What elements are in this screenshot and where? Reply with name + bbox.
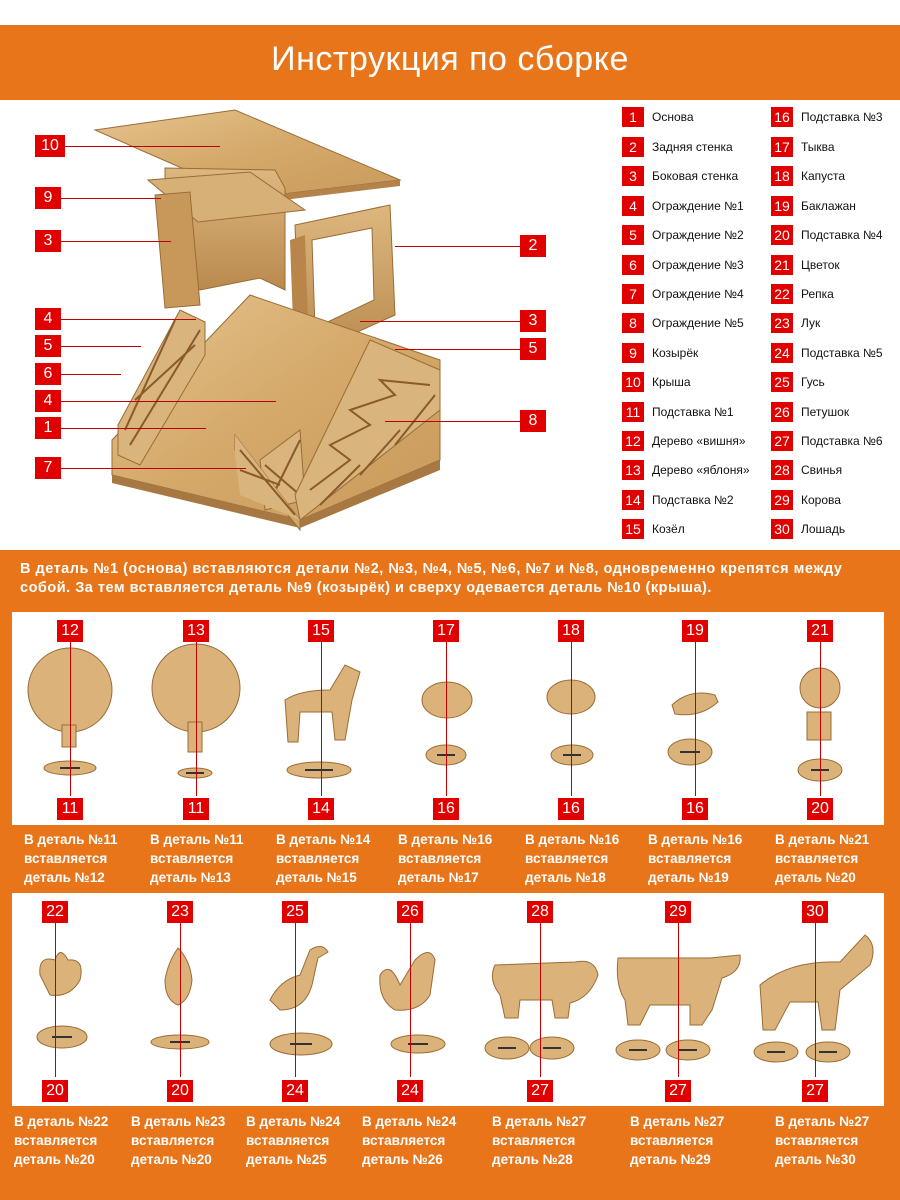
legend-label: Подставка №3: [801, 110, 883, 124]
figure-caption: В деталь №14 вставляется деталь №15: [276, 832, 371, 885]
legend-label: Крыша: [652, 375, 691, 389]
stand-tag: 11: [183, 798, 209, 820]
figure-caption: В деталь №22 вставляется деталь №20: [14, 1114, 109, 1167]
legend-num: 13: [622, 460, 644, 480]
legend-num: 16: [771, 107, 793, 127]
legend-label: Козёл: [652, 522, 685, 536]
callout-5-right: 5: [520, 338, 546, 360]
goose-figure: [270, 946, 328, 1010]
legend-num: 22: [771, 284, 793, 304]
legend-num: 7: [622, 284, 644, 304]
connector-line: [446, 641, 447, 796]
figure-caption: В деталь №27 вставляется деталь №29: [630, 1114, 725, 1167]
legend-label: Задняя стенка: [652, 140, 733, 154]
rooster-figure: [380, 953, 435, 1011]
connector-line: [571, 641, 572, 796]
legend-num: 27: [771, 431, 793, 451]
legend-label: Дерево «вишня»: [652, 434, 746, 448]
legend-num: 2: [622, 137, 644, 157]
figure-caption: В деталь №16 вставляется деталь №19: [648, 832, 743, 885]
connector-line: [55, 922, 56, 1077]
figure-tag: 15: [308, 620, 334, 642]
stand-tag: 20: [807, 798, 833, 820]
legend-num: 15: [622, 519, 644, 539]
callout-6: 6: [35, 363, 61, 385]
callout-7: 7: [35, 457, 61, 479]
figure-tag: 18: [558, 620, 584, 642]
legend-label: Баклажан: [801, 199, 856, 213]
callout-4-upper: 4: [35, 308, 61, 330]
legend-num: 1: [622, 107, 644, 127]
assembly-instruction-text: В деталь №1 (основа) вставляются детали №2, №3, №4, №5, №6, №7 и №8, одновременно крепятся между собой. За тем вставляется деталь №9 (козырёк) и сверху одевается деталь №10 (крыша).: [20, 561, 843, 596]
figure-tag: 13: [183, 620, 209, 642]
legend-label: Основа: [652, 110, 694, 124]
callout-5-left: 5: [35, 335, 61, 357]
callout-1: 1: [35, 417, 61, 439]
stand-tag: 24: [397, 1080, 423, 1102]
connector-line: [196, 641, 197, 796]
figure-tag: 21: [807, 620, 833, 642]
callout-2: 2: [520, 235, 546, 257]
legend-label: Ограждение №4: [652, 287, 744, 301]
stand-tag: 27: [665, 1080, 691, 1102]
legend-num: 19: [771, 196, 793, 216]
callout-4-lower: 4: [35, 390, 61, 412]
legend-label: Гусь: [801, 375, 825, 389]
page-title: Инструкция по сборке: [271, 40, 629, 78]
figure-caption: В деталь №16 вставляется деталь №17: [398, 832, 493, 885]
legend-label: Лошадь: [801, 522, 846, 536]
figure-caption: В деталь №24 вставляется деталь №25: [246, 1114, 341, 1167]
legend-label: Подставка №1: [652, 405, 734, 419]
figure-caption: В деталь №21 вставляется деталь №20: [775, 832, 870, 885]
stand-tag: 16: [433, 798, 459, 820]
figure-tag: 17: [433, 620, 459, 642]
legend-label: Боковая стенка: [652, 169, 739, 183]
legend-num: 3: [622, 166, 644, 186]
figure-tag: 25: [282, 901, 308, 923]
legend-num: 29: [771, 490, 793, 510]
legend-num: 9: [622, 343, 644, 363]
legend-num: 30: [771, 519, 793, 539]
legend-label: Свинья: [801, 463, 843, 477]
connector-line: [321, 641, 322, 796]
figure-caption: В деталь №27 вставляется деталь №30: [775, 1114, 870, 1167]
pumpkin-figure: [422, 682, 472, 718]
connector-line: [695, 641, 696, 796]
legend-label: Тыква: [801, 140, 835, 154]
legend-num: 6: [622, 255, 644, 275]
connector-line: [678, 922, 679, 1077]
connector-line: [820, 641, 821, 796]
pig-figure: [492, 961, 598, 1018]
legend-label: Подставка №2: [652, 493, 734, 507]
turnip-figure: [40, 953, 81, 996]
figure-tag: 19: [682, 620, 708, 642]
legend-label: Ограждение №5: [652, 316, 744, 330]
connector-line: [410, 922, 411, 1077]
stand-tag: 20: [42, 1080, 68, 1102]
legend-num: 23: [771, 313, 793, 333]
stand-tag: 20: [167, 1080, 193, 1102]
legend-label: Репка: [801, 287, 834, 301]
legend-num: 12: [622, 431, 644, 451]
connector-line: [180, 922, 181, 1077]
legend-label: Ограждение №3: [652, 258, 744, 272]
callout-9: 9: [35, 187, 61, 209]
legend-label: Подставка №4: [801, 228, 883, 242]
figure-tag: 26: [397, 901, 423, 923]
figure-tag: 28: [527, 901, 553, 923]
stand-tag: 16: [682, 798, 708, 820]
legend-num: 17: [771, 137, 793, 157]
legend-num: 20: [771, 225, 793, 245]
legend-num: 14: [622, 490, 644, 510]
legend-label: Капуста: [801, 169, 846, 183]
legend-num: 11: [622, 402, 644, 422]
stand-tag: 24: [282, 1080, 308, 1102]
onion-figure: [165, 948, 192, 1005]
figure-tag: 12: [57, 620, 83, 642]
legend-label: Подставка №6: [801, 434, 883, 448]
figure-caption: В деталь №24 вставляется деталь №26: [362, 1114, 457, 1167]
figure-caption: В деталь №16 вставляется деталь №18: [525, 832, 620, 885]
legend-label: Дерево «яблоня»: [652, 463, 750, 477]
connector-line: [540, 922, 541, 1077]
legend-label: Корова: [801, 493, 841, 507]
legend-num: 10: [622, 372, 644, 392]
connector-line: [815, 922, 816, 1077]
callout-3-left: 3: [35, 230, 61, 252]
stand-tag: 27: [527, 1080, 553, 1102]
legend-num: 25: [771, 372, 793, 392]
connector-line: [295, 922, 296, 1077]
legend-num: 28: [771, 460, 793, 480]
figure-tag: 30: [802, 901, 828, 923]
legend-num: 4: [622, 196, 644, 216]
callout-10: 10: [35, 135, 65, 157]
legend-num: 21: [771, 255, 793, 275]
legend-label: Ограждение №2: [652, 228, 744, 242]
stand-tag: 14: [308, 798, 334, 820]
legend-label: Ограждение №1: [652, 199, 744, 213]
figure-tag: 23: [167, 901, 193, 923]
figure-caption: В деталь №11 вставляется деталь №12: [24, 832, 118, 885]
goat-figure: [285, 665, 360, 742]
legend-num: 24: [771, 343, 793, 363]
legend-num: 8: [622, 313, 644, 333]
stand-tag: 11: [57, 798, 83, 820]
figure-tag: 29: [665, 901, 691, 923]
legend-label: Подставка №5: [801, 346, 883, 360]
legend-label: Козырёк: [652, 346, 699, 360]
stand-tag: 27: [802, 1080, 828, 1102]
figure-caption: В деталь №27 вставляется деталь №28: [492, 1114, 587, 1167]
callout-3-right: 3: [520, 310, 546, 332]
figure-tag: 22: [42, 901, 68, 923]
legend-num: 26: [771, 402, 793, 422]
legend-num: 5: [622, 225, 644, 245]
legend-label: Лук: [801, 316, 821, 330]
legend-label: Петушок: [801, 405, 850, 419]
horse-figure: [760, 935, 873, 1030]
legend-num: 18: [771, 166, 793, 186]
callout-8: 8: [520, 410, 546, 432]
figure-caption: В деталь №11 вставляется деталь №13: [150, 832, 244, 885]
figure-caption: В деталь №23 вставляется деталь №20: [131, 1114, 226, 1167]
stand-tag: 16: [558, 798, 584, 820]
legend-label: Цветок: [801, 258, 840, 272]
connector-line: [70, 641, 71, 796]
